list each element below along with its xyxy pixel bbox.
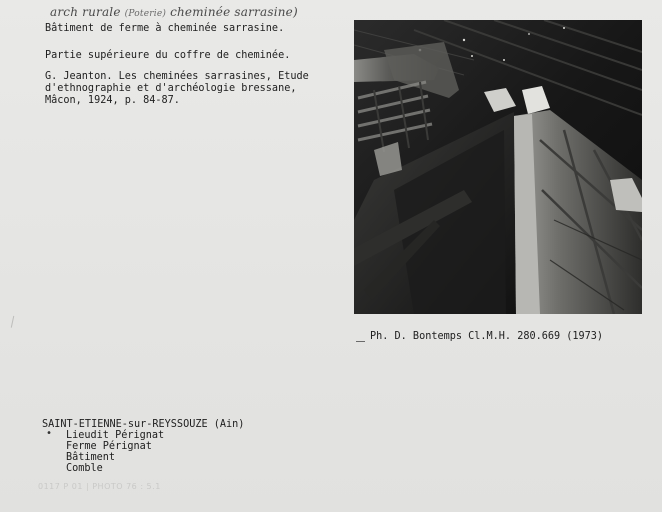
bullet-mark: • — [46, 428, 53, 439]
handwritten-part-2: (Poterie) — [124, 9, 167, 19]
batiment-line: Bâtiment — [66, 452, 116, 463]
credit-dash — [356, 341, 365, 342]
reference-line-1: G. Jeanton. Les cheminées sarrasines, Etude — [45, 71, 309, 82]
commune-line: SAINT-ETIENNE-sur-REYSSOUZE (Ain) — [42, 419, 245, 430]
ferme-line: Ferme Pérignat — [66, 441, 152, 452]
handwritten-annotation — [50, 5, 298, 19]
record-subtitle: Partie supérieure du coffre de cheminée. — [45, 50, 291, 61]
handwritten-part-3: cheminée sarrasine) — [170, 5, 298, 19]
comble-line: Comble — [66, 463, 103, 474]
photograph-chimney-interior — [354, 20, 642, 314]
faded-stamp: 0117 P 01 | PHOTO 76 : 5.1 — [38, 482, 161, 491]
reference-line-2: d'ethnographie et d'archéologie bressane, — [45, 83, 297, 94]
photo-illustration — [354, 20, 642, 314]
lieudit-line: Lieudit Pérignat — [66, 430, 165, 441]
record-title: Bâtiment de ferme à cheminée sarrasine. — [45, 23, 285, 34]
photo-credit: Ph. D. Bontemps Cl.M.H. 280.669 (1973) — [370, 331, 604, 342]
location-block — [42, 419, 244, 474]
margin-mark — [11, 316, 16, 328]
bibliographic-reference — [45, 71, 309, 107]
handwritten-part-1: arch rurale — [50, 5, 121, 19]
reference-line-3: Mâcon, 1924, p. 84-87. — [45, 95, 180, 106]
